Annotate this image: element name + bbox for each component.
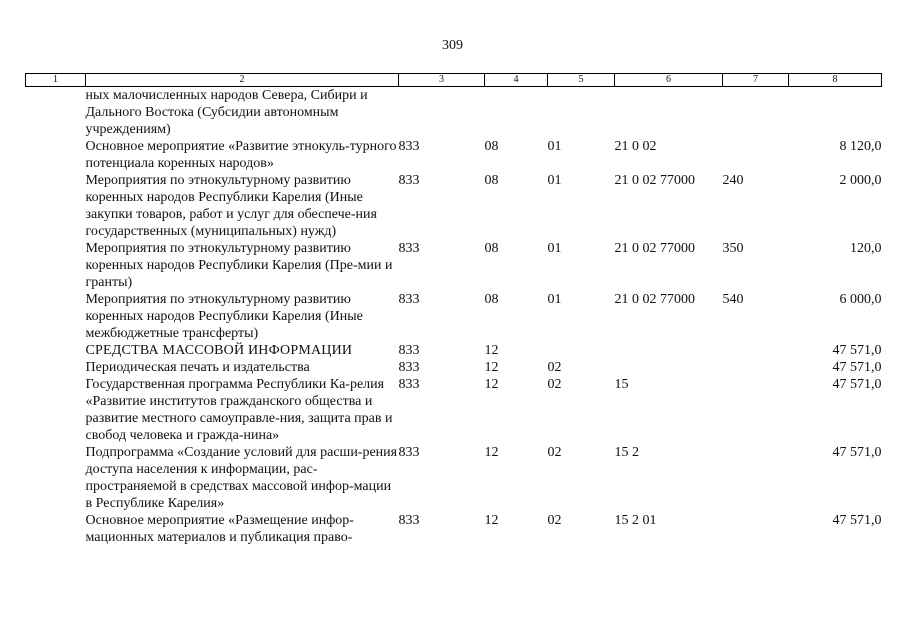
amount: 47 571,0 [832, 360, 882, 375]
target-article-code [615, 87, 723, 139]
expense-type-code: 240 [722, 173, 744, 188]
expense-type-code [723, 444, 789, 512]
blank-cell [26, 512, 86, 546]
blank-cell [26, 444, 86, 512]
subsection-code: 02 [547, 445, 562, 460]
amount: 47 571,0 [832, 343, 882, 358]
subsection-code: 01 [547, 241, 562, 256]
row-name: ных малочисленных народов Севера, Сибири и Дального Востока (Субсидии автономным учреждениям) [85, 88, 368, 137]
section-code: 08 [484, 292, 499, 307]
row-name: СРЕДСТВА МАССОВОЙ ИНФОРМАЦИИ [85, 343, 353, 358]
subsection-code: 01 [547, 173, 562, 188]
row-name: Мероприятия по этнокультурному развитию коренных народов Республики Карелия (Иные межбюджетные трансферты) [85, 292, 363, 341]
amount: 47 571,0 [832, 445, 882, 460]
amount: 120,0 [850, 241, 882, 256]
blank-cell [26, 87, 86, 139]
expense-type-code [723, 512, 789, 546]
expense-type-code [723, 359, 789, 376]
section-code: 12 [484, 445, 499, 460]
blank-cell [26, 376, 86, 444]
expense-type-code [723, 342, 789, 359]
expense-type-code [723, 87, 789, 139]
table-row [26, 87, 882, 139]
table-row [26, 240, 882, 291]
amount [789, 87, 882, 139]
ministry-code [399, 87, 485, 139]
target-article-code: 21 0 02 [614, 139, 657, 154]
table-row [26, 138, 882, 172]
amount: 2 000,0 [839, 173, 882, 188]
target-article-code: 15 [614, 377, 629, 392]
table-row [26, 342, 882, 359]
section-code: 08 [484, 241, 499, 256]
table-row [26, 291, 882, 342]
blank-cell [26, 359, 86, 376]
expense-type-code: 540 [722, 292, 744, 307]
table-header [26, 74, 882, 87]
target-article-code [615, 342, 723, 359]
blank-cell [26, 291, 86, 342]
row-name: Основное мероприятие «Развитие этнокуль-турного потенциала коренных народов» [85, 139, 397, 171]
ministry-code: 833 [398, 139, 420, 154]
ministry-code: 833 [398, 377, 420, 392]
row-name: Мероприятия по этнокультурному развитию коренных народов Республики Карелия (Пре-мии и гранты) [85, 241, 393, 290]
table-body [26, 87, 882, 547]
target-article-code: 21 0 02 77000 [614, 241, 695, 256]
subsection-code: 02 [547, 377, 562, 392]
section-code [485, 87, 548, 139]
blank-cell [26, 240, 86, 291]
amount: 8 120,0 [839, 139, 882, 154]
row-name: Основное мероприятие «Размещение инфор-мационных материалов и публикация право- [85, 513, 354, 545]
subsection-code: 01 [547, 292, 562, 307]
ministry-code: 833 [398, 292, 420, 307]
subsection-code: 01 [547, 139, 562, 154]
budget-table [25, 73, 882, 546]
expense-type-code [723, 138, 789, 172]
header-col-7: 7 [723, 74, 789, 87]
header-col-4: 4 [485, 74, 548, 87]
amount: 47 571,0 [832, 377, 882, 392]
row-name: Периодическая печать и издательства [85, 360, 310, 375]
header-col-6: 6 [615, 74, 723, 87]
expense-type-code [723, 376, 789, 444]
header-col-5: 5 [548, 74, 615, 87]
header-row [26, 74, 882, 87]
row-name: Государственная программа Республики Ка-релия «Развитие институтов гражданского общества и развитие местного самоуправле-ния, защита прав и свобод человека и гражда-нина» [85, 377, 393, 443]
header-col-3: 3 [399, 74, 485, 87]
blank-cell [26, 342, 86, 359]
ministry-code: 833 [398, 173, 420, 188]
table-row [26, 359, 882, 376]
blank-cell [26, 172, 86, 240]
blank-cell [26, 138, 86, 172]
header-col-1: 1 [26, 74, 86, 87]
ministry-code: 833 [398, 360, 420, 375]
subsection-code [548, 342, 615, 359]
header-col-8: 8 [789, 74, 882, 87]
subsection-code [548, 87, 615, 139]
section-code: 12 [484, 377, 499, 392]
row-name: Подпрограмма «Создание условий для расши-рения доступа населения к информации, рас-пространяемой в средствах массовой инфор-мации в Республике Карелия» [85, 445, 398, 511]
ministry-code: 833 [398, 445, 420, 460]
amount: 6 000,0 [839, 292, 882, 307]
target-article-code: 15 2 01 [614, 513, 657, 528]
amount: 47 571,0 [832, 513, 882, 528]
section-code: 12 [484, 360, 499, 375]
section-code: 12 [484, 343, 499, 358]
page-number: 309 [442, 38, 463, 53]
table-row [26, 444, 882, 512]
row-name: Мероприятия по этнокультурному развитию коренных народов Республики Карелия (Иные закупки товаров, работ и услуг для обеспече-ния государственных (муниципальных) нужд) [85, 173, 377, 239]
table-row [26, 172, 882, 240]
ministry-code: 833 [398, 513, 420, 528]
ministry-code: 833 [398, 241, 420, 256]
header-col-2: 2 [86, 74, 399, 87]
section-code: 08 [484, 173, 499, 188]
target-article-code: 15 2 [614, 445, 639, 460]
subsection-code: 02 [547, 360, 562, 375]
expense-type-code: 350 [722, 241, 744, 256]
target-article-code: 21 0 02 77000 [614, 173, 695, 188]
section-code: 08 [484, 139, 499, 154]
section-code: 12 [484, 513, 499, 528]
ministry-code: 833 [398, 343, 420, 358]
target-article-code: 21 0 02 77000 [614, 292, 695, 307]
table-row [26, 376, 882, 444]
target-article-code [615, 359, 723, 376]
table-row [26, 512, 882, 546]
subsection-code: 02 [547, 513, 562, 528]
